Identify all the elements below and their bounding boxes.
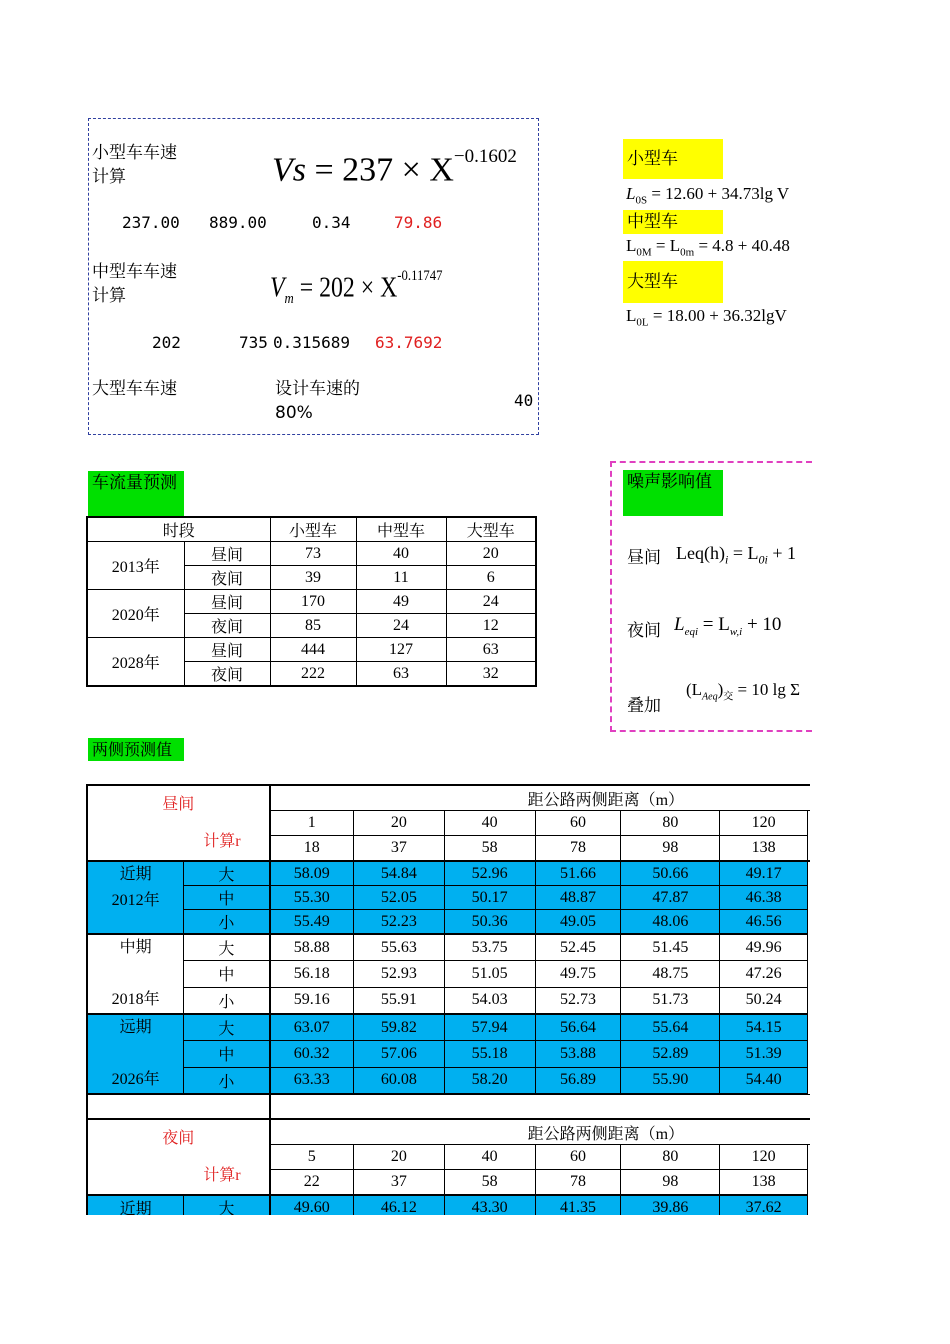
vehicle-type-cell: 大 [184, 1014, 270, 1041]
term-year: 2018年 [111, 991, 160, 1008]
large-car-speed-value: 40 [514, 391, 534, 410]
value-cell [808, 1041, 810, 1067]
day-label-cell [87, 785, 270, 861]
value-cell: 58.20 [444, 1067, 535, 1094]
vehicle-type-cell: 中 [184, 886, 270, 910]
term-label: 近期 [119, 866, 152, 883]
term-year: 2012年 [111, 892, 160, 909]
value-cell: 49.96 [720, 934, 808, 961]
predict-table [86, 784, 810, 1215]
predict-row [87, 886, 810, 910]
value-cell: 52.93 [353, 961, 444, 987]
traffic-cell: 73 [270, 542, 356, 566]
distance-cell: 60 [535, 811, 621, 836]
predict-row [87, 1014, 810, 1041]
small-speed-v2: 889.00 [209, 213, 267, 232]
small-car-speed-label: 小型车车速计算 [92, 143, 177, 187]
r-cell: 78 [535, 1169, 621, 1195]
formula-rest: = 18.00 + 36.32lgV [648, 306, 787, 325]
value-cell: 53.88 [535, 1041, 621, 1067]
value-cell: 46.56 [720, 910, 808, 935]
formula-a: (L [686, 680, 703, 699]
value-cell [808, 886, 810, 910]
small-speed-v3: 0.34 [312, 213, 351, 232]
r-cell: 22 [270, 1169, 354, 1195]
value-cell [808, 961, 810, 987]
formula-rest: = 12.60 + 34.73lg V [647, 184, 790, 203]
day-header-row [87, 785, 810, 811]
value-cell: 55.64 [621, 1014, 720, 1041]
predict-row [87, 961, 810, 987]
large-car-speed-label: 大型车车速 [92, 379, 177, 399]
day-label: 昼间 [162, 796, 195, 813]
traffic-row [87, 590, 536, 614]
distance-cell: 20 [353, 811, 444, 836]
small-speed-v1: 237.00 [122, 213, 180, 232]
traffic-cell: 63 [356, 662, 446, 687]
value-cell: 46.38 [720, 886, 808, 910]
traffic-cell: 49 [356, 590, 446, 614]
value-cell: 47.87 [621, 886, 720, 910]
noise-sum-formula [686, 680, 810, 702]
formula-a: Leq(h) [676, 543, 725, 563]
term-year: 2026年 [111, 1071, 160, 1088]
night-calc-label: 计算r [203, 1167, 241, 1184]
formula-rest2: = 10 lg Σ [733, 680, 800, 699]
r-cell: 98 [621, 835, 720, 861]
formula-mid: = 237 × X [306, 151, 454, 189]
value-cell: 55.18 [444, 1041, 535, 1067]
day-distance-header-text: 距公路两侧距离（m） [527, 791, 685, 809]
term-label: 中期 [119, 939, 152, 956]
formula-sub: 0M [636, 246, 652, 259]
day-calc-label: 计算r [203, 833, 241, 850]
value-cell: 41.35 [535, 1195, 621, 1215]
value-cell: 48.06 [621, 910, 720, 935]
distance-cell: 40 [444, 811, 535, 836]
term-label: 远期 [119, 1019, 152, 1036]
r-cell: 58 [444, 1169, 535, 1195]
value-cell: 60.08 [353, 1067, 444, 1094]
separator-row [87, 1094, 810, 1119]
value-cell [808, 987, 810, 1014]
predict-row [87, 1041, 810, 1067]
medium-speed-v3: 0.315689 [273, 333, 351, 352]
value-cell: 51.66 [535, 861, 621, 886]
large-car-speed-note: 设计车速的80% [275, 379, 360, 423]
r-cell: 138 [720, 835, 808, 861]
formula-sub2: 交 [723, 691, 734, 703]
value-cell: 50.36 [444, 910, 535, 935]
value-cell: 37.62 [720, 1195, 808, 1215]
value-cell [808, 1067, 810, 1094]
formula-rest2: + 1 [767, 543, 796, 563]
traffic-period: 昼间 [184, 590, 270, 614]
value-cell: 49.05 [535, 910, 621, 935]
r-cell: 138 [720, 1169, 808, 1195]
traffic-year: 2020年 [87, 590, 184, 638]
medium-speed-result: 63.7692 [375, 333, 443, 352]
distance-cell: 40 [444, 1145, 535, 1170]
distance-cell: 1 [270, 811, 354, 836]
term-cell [87, 934, 184, 1014]
distance-cell: 80 [621, 811, 720, 836]
formula-sub2: 0m [680, 246, 695, 259]
medium-speed-v1: 202 [152, 333, 181, 352]
value-cell: 54.40 [720, 1067, 808, 1094]
value-cell: 52.23 [353, 910, 444, 935]
predict-row [87, 987, 810, 1014]
predict-row [87, 1067, 810, 1094]
predict-row [87, 934, 810, 961]
night-distance-header [270, 1119, 810, 1145]
value-cell: 58.09 [270, 861, 354, 886]
medium-car-speed-formula [270, 262, 443, 319]
traffic-year: 2013年 [87, 542, 184, 590]
traffic-title: 车流量预测 [88, 471, 184, 517]
traffic-cell: 39 [270, 566, 356, 590]
formula-mid: = 202 × X [293, 272, 398, 304]
traffic-cell: 12 [446, 614, 536, 638]
r-cell: 37 [353, 835, 444, 861]
vehicle-type-cell: 大 [184, 934, 270, 961]
r-cell: 37 [353, 1169, 444, 1195]
value-cell: 52.89 [621, 1041, 720, 1067]
separator-cell [87, 1094, 270, 1119]
value-cell: 49.75 [535, 961, 621, 987]
value-cell: 54.84 [353, 861, 444, 886]
traffic-header-large: 大型车 [446, 517, 536, 542]
formula-l: L [626, 184, 636, 203]
formula-lhs: Vs [272, 151, 306, 189]
value-cell: 49.60 [270, 1195, 354, 1215]
formula-sub: Aeq [702, 691, 718, 703]
large-car-title: 大型车 [623, 261, 723, 303]
traffic-cell: 444 [270, 638, 356, 662]
formula-sub: 0L [636, 316, 649, 329]
value-cell [808, 1195, 810, 1215]
predict-row [87, 861, 810, 886]
value-cell: 55.91 [353, 987, 444, 1014]
formula-exp: −0.1602 [453, 146, 517, 167]
night-label: 夜间 [162, 1130, 195, 1147]
value-cell: 39.86 [621, 1195, 720, 1215]
traffic-period: 昼间 [184, 542, 270, 566]
separator-cell [270, 1094, 810, 1119]
formula-sub: 0S [635, 194, 648, 207]
value-cell: 57.94 [444, 1014, 535, 1041]
value-cell [808, 1014, 810, 1041]
traffic-cell: 11 [356, 566, 446, 590]
value-cell: 63.07 [270, 1014, 354, 1041]
value-cell: 53.75 [444, 934, 535, 961]
night-distance-header-text: 距公路两侧距离（m） [527, 1125, 685, 1143]
value-cell: 48.87 [535, 886, 621, 910]
value-cell [808, 861, 810, 886]
value-cell: 46.12 [353, 1195, 444, 1215]
value-cell: 57.06 [353, 1041, 444, 1067]
noise-sum-label: 叠加 [627, 696, 661, 716]
small-speed-result: 79.86 [394, 213, 443, 232]
value-cell: 55.90 [621, 1067, 720, 1094]
value-cell: 51.39 [720, 1041, 808, 1067]
value-cell: 52.05 [353, 886, 444, 910]
noise-night-label: 夜间 [627, 621, 661, 641]
vehicle-type-cell: 大 [184, 1195, 270, 1215]
value-cell: 51.45 [621, 934, 720, 961]
formula-rest2: + 10 [742, 614, 782, 635]
value-cell: 52.73 [535, 987, 621, 1014]
traffic-period: 夜间 [184, 566, 270, 590]
traffic-cell: 222 [270, 662, 356, 687]
vehicle-type-cell: 大 [184, 861, 270, 886]
traffic-row [87, 638, 536, 662]
noise-day-formula [676, 543, 810, 568]
vehicle-type-cell: 中 [184, 1041, 270, 1067]
value-cell: 50.17 [444, 886, 535, 910]
value-cell: 50.66 [621, 861, 720, 886]
formula-rest: ) [717, 680, 724, 699]
traffic-table [86, 516, 537, 687]
medium-speed-v2: 735 [239, 333, 268, 352]
traffic-period: 昼间 [184, 638, 270, 662]
medium-car-title: 中型车 [623, 210, 723, 234]
traffic-header-small: 小型车 [270, 517, 356, 542]
value-cell: 56.89 [535, 1067, 621, 1094]
formula-sub: m [284, 290, 294, 307]
small-car-title: 小型车 [623, 139, 723, 179]
value-cell: 56.18 [270, 961, 354, 987]
traffic-cell: 63 [446, 638, 536, 662]
value-cell: 63.33 [270, 1067, 354, 1094]
traffic-header-medium: 中型车 [356, 517, 446, 542]
value-cell: 55.30 [270, 886, 354, 910]
formula-sub: eqi [684, 625, 699, 638]
value-cell: 43.30 [444, 1195, 535, 1215]
vehicle-type-cell: 小 [184, 987, 270, 1014]
distance-cell: 120 [720, 1145, 808, 1170]
traffic-cell: 170 [270, 590, 356, 614]
formula-lhs: V [270, 272, 285, 304]
formula-a: L [674, 614, 685, 635]
formula-exp: -0.11747 [397, 268, 443, 284]
formula-l: L [626, 306, 637, 325]
formula-rest2: = 4.8 + 40.48 [694, 236, 790, 255]
distance-cell: 60 [535, 1145, 621, 1170]
traffic-cell: 24 [356, 614, 446, 638]
traffic-cell: 20 [446, 542, 536, 566]
traffic-cell: 40 [356, 542, 446, 566]
value-cell: 49.17 [720, 861, 808, 886]
predict-row [87, 910, 810, 935]
r-cell: 18 [270, 835, 354, 861]
r-cell: 78 [535, 835, 621, 861]
value-cell: 54.15 [720, 1014, 808, 1041]
predict-title: 两侧预测值 [88, 738, 184, 761]
value-cell: 54.03 [444, 987, 535, 1014]
r-cell: 58 [444, 835, 535, 861]
value-cell: 55.49 [270, 910, 354, 935]
value-cell: 59.16 [270, 987, 354, 1014]
distance-cell: 120 [720, 811, 808, 836]
distance-cell [808, 1145, 810, 1170]
value-cell: 55.63 [353, 934, 444, 961]
value-cell: 60.32 [270, 1041, 354, 1067]
value-cell [808, 910, 810, 935]
r-cell [808, 1169, 810, 1195]
value-cell: 50.24 [720, 987, 808, 1014]
value-cell [808, 934, 810, 961]
traffic-cell: 127 [356, 638, 446, 662]
vehicle-type-cell: 小 [184, 910, 270, 935]
traffic-period: 夜间 [184, 614, 270, 638]
noise-night-formula [674, 614, 810, 638]
formula-sub: i [724, 552, 729, 567]
value-cell: 47.26 [720, 961, 808, 987]
medium-emission-formula [626, 236, 810, 258]
value-cell: 52.96 [444, 861, 535, 886]
small-car-speed-formula [272, 140, 517, 193]
medium-car-speed-label: 中型车车速计算 [92, 262, 177, 306]
small-emission-formula [626, 184, 810, 206]
night-data-row [87, 1195, 810, 1215]
large-emission-formula [626, 306, 810, 328]
predict-table-clip [86, 784, 810, 1215]
traffic-header-row [87, 517, 536, 542]
formula-rest: = L [698, 614, 730, 635]
distance-cell: 20 [353, 1145, 444, 1170]
value-cell: 48.75 [621, 961, 720, 987]
r-cell: 98 [621, 1169, 720, 1195]
term-cell [87, 1014, 184, 1094]
value-cell: 51.73 [621, 987, 720, 1014]
noise-title: 噪声影响值 [623, 470, 723, 516]
traffic-year: 2028年 [87, 638, 184, 687]
day-distance-header [270, 785, 810, 811]
formula-sub2: w,i [729, 625, 743, 638]
vehicle-type-cell: 中 [184, 961, 270, 987]
formula-rest: = L [728, 543, 759, 563]
distance-cell: 5 [270, 1145, 354, 1170]
night-header-row [87, 1119, 810, 1145]
term-label: 近期 [87, 1195, 184, 1215]
vehicle-type-cell: 小 [184, 1067, 270, 1094]
traffic-cell: 24 [446, 590, 536, 614]
term-cell [87, 861, 184, 934]
traffic-period: 夜间 [184, 662, 270, 687]
r-cell [808, 835, 810, 861]
noise-day-label: 昼间 [627, 548, 661, 568]
formula-l: L [626, 236, 637, 255]
value-cell: 58.88 [270, 934, 354, 961]
formula-sub2: 0i [758, 552, 768, 567]
value-cell: 52.45 [535, 934, 621, 961]
traffic-row [87, 542, 536, 566]
value-cell: 56.64 [535, 1014, 621, 1041]
night-label-cell [87, 1119, 270, 1195]
traffic-header-period: 时段 [87, 517, 270, 542]
value-cell: 51.05 [444, 961, 535, 987]
traffic-cell: 32 [446, 662, 536, 687]
formula-rest: = L [651, 236, 681, 255]
traffic-cell: 85 [270, 614, 356, 638]
value-cell: 59.82 [353, 1014, 444, 1041]
distance-cell: 80 [621, 1145, 720, 1170]
distance-cell [808, 811, 810, 836]
traffic-cell: 6 [446, 566, 536, 590]
